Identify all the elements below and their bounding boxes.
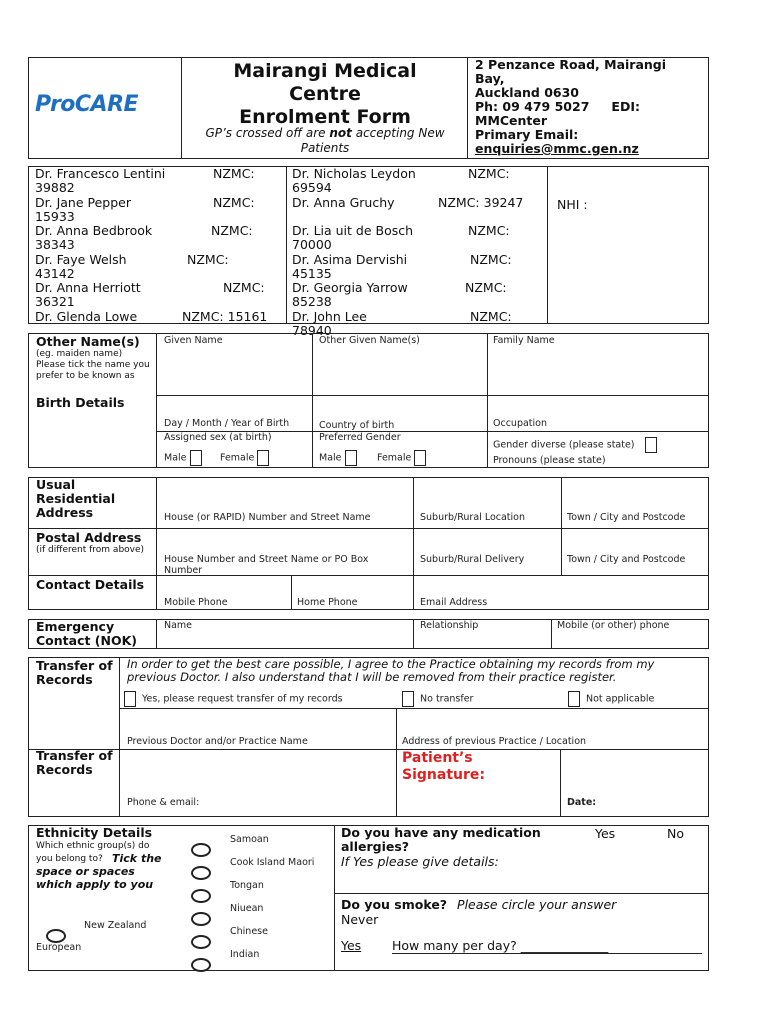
gp-name: Dr. Faye Welsh [35, 251, 127, 267]
gender-male-option[interactable] [319, 450, 357, 466]
male-label: Male [164, 452, 187, 464]
divider [413, 619, 414, 649]
transfer-records-label-2: Transfer of Records [36, 748, 113, 777]
address-line: Bay, [475, 71, 505, 86]
practice-phone: Ph: 09 479 5027 [475, 99, 590, 114]
gp-entry [292, 167, 544, 195]
ethnicity-option-label: Tongan [230, 880, 264, 891]
gp-name: Dr. Francesco Lentini [35, 166, 166, 181]
female-checkbox[interactable] [257, 450, 269, 466]
ethnicity-option-label: Cook Island Maori [230, 857, 315, 868]
allergy-q-line-2: allergies? [341, 839, 410, 854]
divider [181, 57, 182, 159]
ethnicity-circle[interactable] [191, 958, 211, 972]
gender-female-option[interactable] [377, 450, 426, 466]
male-checkbox[interactable] [190, 450, 202, 466]
gp-nzmc: NZMC: [213, 166, 255, 181]
birth-details-label: Birth Details [36, 395, 125, 410]
preferred-gender-label: Preferred Gender [319, 432, 401, 443]
postal-address-label: Postal Address [36, 530, 142, 545]
gp-entry [35, 310, 280, 324]
gp-name: Dr. Georgia Yarrow [292, 280, 408, 295]
divider [156, 333, 157, 468]
gp-name: Dr. Lia uit de Bosch [292, 223, 414, 238]
transfer-consent-text [127, 658, 654, 684]
gp-nzmc: NZMC: [468, 166, 510, 181]
allergy-yes[interactable]: Yes [595, 826, 616, 841]
gp-name: Dr. John Lee [292, 308, 367, 324]
per-day-field[interactable] [392, 938, 702, 954]
divider [396, 708, 397, 817]
divider [561, 477, 562, 575]
sex-male-option[interactable] [164, 450, 202, 466]
procare-logo: ProCARE [35, 92, 139, 117]
male-checkbox[interactable] [345, 450, 357, 466]
gp-name: Dr. Asima Dervishi [292, 251, 408, 267]
gp-nzmc-number: 15933 [35, 208, 75, 224]
divider [551, 619, 552, 649]
gp-name: Dr. Jane Pepper [35, 194, 131, 210]
divider [119, 708, 709, 709]
family-name-label: Family Name [493, 335, 555, 346]
divider [28, 749, 709, 750]
ethnicity-circle[interactable] [191, 866, 211, 880]
transfer-na-label: Not applicable [586, 693, 655, 705]
european-label: European [36, 942, 82, 953]
allergy-q-line-1: Do you have any medication [341, 825, 541, 840]
nhi-label: NHI : [557, 197, 588, 212]
emergency-contact-label: Emergency Contact (NOK) [36, 619, 138, 648]
phone-email-label: Phone & email: [127, 797, 200, 808]
title-line-1: Mairangi Medical [233, 60, 417, 82]
gp-entry [35, 253, 280, 281]
form-title [184, 60, 466, 129]
town-city-label: Town / City and Postcode [567, 512, 686, 523]
transfer-na-checkbox[interactable] [568, 691, 580, 707]
transfer-no-checkbox[interactable] [402, 691, 414, 707]
transfer-na-option[interactable] [568, 691, 654, 707]
contact-details-label: Contact Details [36, 577, 145, 592]
house-po-label: House Number and Street Name or PO Box Number [164, 554, 369, 576]
address-line: Auckland 0630 [475, 85, 580, 100]
gp-nzmc: NZMC: [223, 280, 265, 295]
smoke-question: Do you smoke? [341, 897, 448, 912]
gp-name: Dr. Anna Herriott [35, 280, 141, 295]
notice-text-2: accepting New [355, 126, 445, 140]
gp-nzmc-number: 78940 [292, 322, 332, 338]
transfer-records-label: Transfer of Records [36, 658, 113, 687]
consent-line-2: previous Doctor. I also understand that I will be removed from their practice register. [127, 670, 617, 684]
allergy-details-label: If Yes please give details: [341, 854, 499, 869]
female-label: Female [220, 452, 255, 464]
divider [291, 575, 292, 610]
gp-entry [35, 196, 280, 224]
gp-nzmc: NZMC: [187, 251, 229, 267]
assigned-sex-label: Assigned sex (at birth) [164, 432, 272, 443]
transfer-yes-label: Yes, please request transfer of my records [142, 693, 343, 705]
gp-nzmc-number: 85238 [292, 294, 332, 309]
divider [28, 528, 709, 529]
prev-doctor-label: Previous Doctor and/or Practice Name [127, 736, 308, 747]
smoke-never[interactable]: Never [341, 912, 379, 927]
other-names-label: Other Name(s) [36, 334, 140, 349]
smoke-question-row [341, 897, 616, 912]
gp-nzmc: NZMC: 39247 [438, 194, 524, 210]
title-line-2: Centre [289, 83, 361, 105]
female-checkbox[interactable] [414, 450, 426, 466]
gp-nzmc: NZMC: 15161 [182, 308, 268, 324]
transfer-no-label: No transfer [420, 693, 474, 705]
notice-text-3: Patients [300, 141, 350, 155]
gender-diverse-option[interactable] [493, 437, 657, 453]
title-line-3: Enrolment Form [239, 106, 411, 128]
gp-nzmc-number: 38343 [35, 237, 75, 252]
signature-line-1: Patient’s [402, 750, 473, 766]
phone-edi-row [475, 100, 707, 114]
divider [334, 825, 335, 971]
other-names-note: (eg. maiden name) Please tick the name you prefer to be known as [36, 349, 150, 381]
divider [312, 333, 313, 468]
smoke-yes[interactable]: Yes [341, 938, 362, 953]
gp-nzmc-number: 43142 [35, 265, 75, 281]
mobile-phone-label: Mobile Phone [164, 597, 228, 608]
emergency-name-label: Name [164, 620, 193, 631]
divider [487, 333, 488, 468]
divider [156, 395, 709, 396]
gp-nzmc-number: 39882 [35, 180, 75, 195]
transfer-yes-checkbox[interactable] [124, 691, 136, 707]
ethnicity-instruction: Tick the space or spaces which apply to you [36, 852, 162, 891]
sex-female-option[interactable] [220, 450, 269, 466]
divider [560, 749, 561, 817]
email-label: Primary Email: [475, 127, 579, 142]
gp-entry [292, 196, 544, 210]
nz-european-circle[interactable] [46, 929, 66, 943]
emergency-mobile-label: Mobile (or other) phone [557, 620, 670, 631]
gp-nzmc-number: 70000 [292, 237, 332, 252]
ethnicity-option-label: Niuean [230, 903, 264, 914]
house-rapid-label: House (or RAPID) Number and Street Name [164, 512, 371, 523]
gp-name: Dr. Nicholas Leydon [292, 166, 416, 181]
other-given-label: Other Given Name(s) [319, 335, 420, 346]
postal-note: (if different from above) [36, 545, 145, 555]
transfer-yes-option[interactable] [124, 691, 343, 707]
smoke-instruction: Please circle your answer [457, 897, 617, 912]
ethnicity-option-label: Samoan [230, 834, 269, 845]
suburb-delivery-label: Suburb/Rural Delivery [420, 554, 525, 565]
home-phone-label: Home Phone [297, 597, 358, 608]
gp-entry [292, 253, 544, 281]
divider [334, 893, 709, 894]
gp-nzmc-number: 45135 [292, 265, 332, 281]
prev-address-label: Address of previous Practice / Location [402, 736, 587, 747]
allergy-no[interactable]: No [667, 826, 684, 841]
gp-entry [292, 224, 544, 252]
ethnicity-note: Which ethnic group(s) do you belong to? [36, 841, 150, 864]
usual-address-label: Usual Residential Address [36, 477, 116, 520]
divider [119, 657, 120, 817]
divider [547, 166, 548, 324]
male-label: Male [319, 452, 342, 464]
allergy-question [341, 826, 541, 854]
country-label: Country of birth [319, 420, 395, 431]
gp-entry [35, 224, 280, 252]
gp-nzmc: NZMC: [213, 194, 255, 210]
gp-nzmc: NZMC: [470, 308, 512, 324]
gender-diverse-label: Gender diverse (please state) [493, 439, 635, 451]
town-city-label-2: Town / City and Postcode [567, 554, 686, 565]
gp-name: Dr. Anna Bedbrook [35, 223, 153, 238]
signature-line-2: Signature: [402, 767, 485, 783]
divider [156, 619, 157, 649]
practice-email[interactable]: enquiries@mmc.gen.nz [475, 141, 639, 156]
gender-diverse-checkbox[interactable] [645, 437, 657, 453]
notice-not: not [329, 126, 352, 140]
gp-name: Dr. Anna Gruchy [292, 194, 395, 210]
gp-nzmc: NZMC: [468, 223, 510, 238]
per-day-label: How many per day? ______________ [392, 938, 609, 953]
female-label: Female [377, 452, 412, 464]
transfer-no-option[interactable] [402, 691, 473, 707]
ethnicity-option-label: Indian [230, 949, 260, 960]
given-name-label: Given Name [164, 335, 223, 346]
edi-value: MMCenter [475, 113, 548, 128]
divider [413, 477, 414, 610]
gp-name: Dr. Glenda Lowe [35, 308, 138, 324]
address-line: 2 Penzance Road, Mairangi [475, 57, 667, 72]
ethnicity-circle[interactable] [191, 912, 211, 926]
dob-label: Day / Month / Year of Birth [164, 418, 290, 429]
gp-nzmc-number: 69594 [292, 180, 332, 195]
pronouns-label: Pronouns (please state) [493, 455, 606, 466]
gp-nzmc: NZMC: [465, 280, 507, 295]
ethnicity-title: Ethnicity Details [36, 825, 153, 840]
patient-signature-label [402, 750, 485, 784]
practice-address [475, 58, 707, 156]
date-label: Date: [567, 797, 597, 808]
divider [467, 57, 468, 159]
ethnicity-option-label: Chinese [230, 926, 268, 937]
crossed-off-notice [184, 126, 466, 156]
divider [286, 166, 287, 324]
gp-entry [292, 281, 544, 309]
gp-nzmc: NZMC: [470, 251, 512, 267]
gp-nzmc-number: 36321 [35, 294, 75, 309]
gp-entry [35, 281, 280, 309]
notice-text: GP’s crossed off are [205, 126, 326, 140]
ethnicity-circle[interactable] [191, 889, 211, 903]
consent-line-1: In order to get the best care possible, I agree to the Practice obtaining my records from my [127, 657, 655, 671]
ethnicity-circle[interactable] [191, 843, 211, 857]
relationship-label: Relationship [420, 620, 479, 631]
edi-label: EDI: [611, 99, 640, 114]
nz-label: New Zealand [84, 920, 147, 931]
divider [156, 477, 157, 610]
email-address-label: Email Address [420, 597, 488, 608]
ethnicity-circle[interactable] [191, 935, 211, 949]
gp-entry [35, 167, 280, 195]
gp-nzmc: NZMC: [211, 223, 253, 238]
occupation-label: Occupation [493, 418, 547, 429]
suburb-rural-label: Suburb/Rural Location [420, 512, 526, 523]
